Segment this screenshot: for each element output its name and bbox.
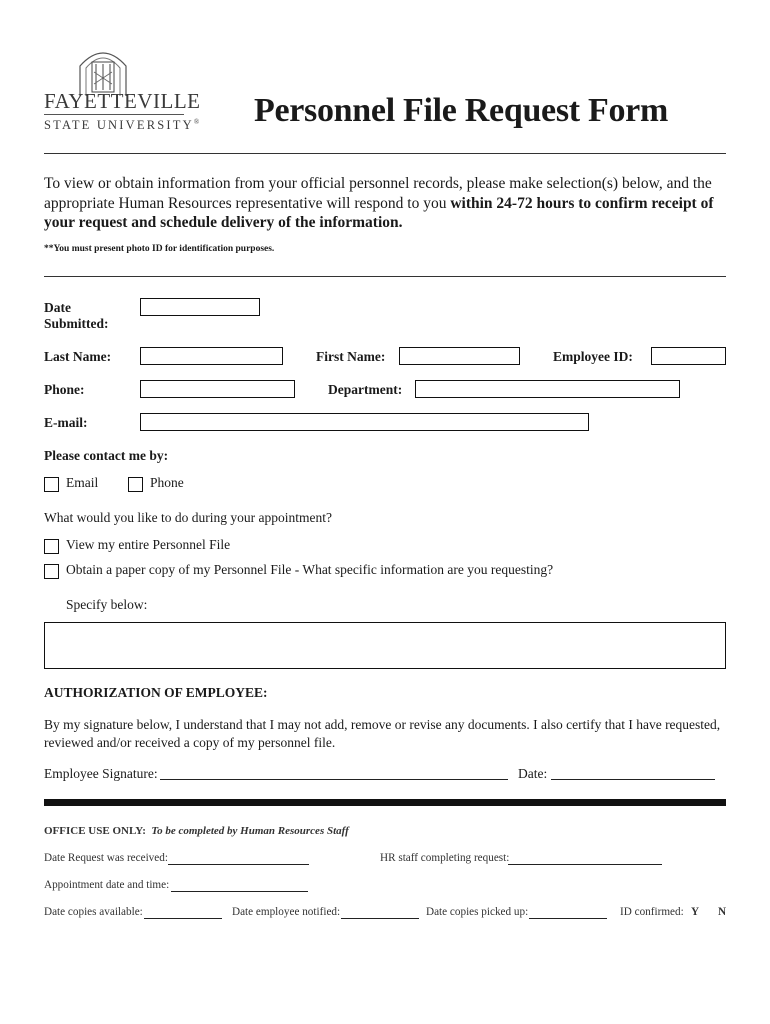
employee-id-field[interactable] bbox=[651, 347, 726, 365]
signature-label: Employee Signature: bbox=[44, 766, 158, 781]
contact-phone-label: Phone bbox=[150, 475, 184, 490]
appointment-datetime-label: Appointment date and time: bbox=[44, 879, 170, 891]
paper-copy-checkbox[interactable] bbox=[44, 564, 59, 579]
email-label: E-mail: bbox=[44, 415, 88, 430]
date-copies-available-label: Date copies available: bbox=[44, 906, 143, 918]
title-divider bbox=[44, 153, 726, 154]
appointment-datetime-line[interactable] bbox=[171, 891, 308, 892]
contact-email-label: Email bbox=[66, 475, 99, 490]
date-request-received-label: Date Request was received: bbox=[44, 852, 168, 864]
id-confirmed-yes[interactable]: Y bbox=[691, 906, 700, 918]
phone-field[interactable] bbox=[140, 380, 295, 398]
first-name-field[interactable] bbox=[399, 347, 520, 365]
date-submitted-label: Date Submitted: bbox=[44, 300, 109, 331]
date-copies-picked-up-label: Date copies picked up: bbox=[426, 906, 529, 918]
paper-copy-label: Obtain a paper copy of my Personnel File - What specific information are you requesting? bbox=[66, 562, 554, 577]
date-employee-notified-label: Date employee notified: bbox=[232, 906, 341, 918]
date-copies-picked-up-line[interactable] bbox=[529, 918, 607, 919]
specify-textarea[interactable] bbox=[44, 622, 726, 669]
id-confirmed-no[interactable]: N bbox=[718, 906, 727, 918]
email-field[interactable] bbox=[140, 413, 589, 431]
date-employee-notified-line[interactable] bbox=[341, 918, 419, 919]
date-request-received-line[interactable] bbox=[168, 864, 309, 865]
logo-subtitle: STATE UNIVERSITY® bbox=[44, 118, 202, 133]
employee-id-label: Employee ID: bbox=[553, 349, 633, 364]
department-label: Department: bbox=[328, 382, 403, 397]
contact-email-checkbox[interactable] bbox=[44, 477, 59, 492]
intro-paragraph: To view or obtain information from your official personnel records, please make selection(s) below, and the appropriate Human Resources representative will respond to you within 24-72 hours to confirm receipt of your request and schedule delivery of the information. bbox=[44, 175, 714, 231]
page-title: Personnel File Request Form bbox=[254, 92, 668, 129]
authorization-text: By my signature below, I understand that I may not add, remove or revise any documents. I also certify that I have requested, reviewed and/or received a copy of my personnel file. bbox=[44, 717, 721, 750]
intro-divider bbox=[44, 276, 726, 277]
hr-staff-label: HR staff completing request: bbox=[380, 852, 510, 864]
last-name-label: Last Name: bbox=[44, 349, 112, 364]
last-name-field[interactable] bbox=[140, 347, 283, 365]
view-file-label: View my entire Personnel File bbox=[66, 537, 231, 552]
signature-date-label: Date: bbox=[518, 766, 548, 781]
contact-heading: Please contact me by: bbox=[44, 448, 169, 463]
appointment-question: What would you like to do during your appointment? bbox=[44, 510, 332, 525]
date-submitted-field[interactable] bbox=[140, 298, 260, 316]
section-divider bbox=[44, 799, 726, 806]
office-use-heading: OFFICE USE ONLY: To be completed by Human Resources Staff bbox=[44, 825, 349, 837]
view-file-checkbox[interactable] bbox=[44, 539, 59, 554]
logo-rule bbox=[44, 114, 184, 115]
signature-date-line[interactable] bbox=[551, 779, 715, 780]
hr-staff-line[interactable] bbox=[508, 864, 662, 865]
phone-label: Phone: bbox=[44, 382, 85, 397]
department-field[interactable] bbox=[415, 380, 680, 398]
date-copies-available-line[interactable] bbox=[144, 918, 222, 919]
first-name-label: First Name: bbox=[316, 349, 386, 364]
signature-line[interactable] bbox=[160, 779, 508, 780]
logo-wordmark: FAYETTEVILLE bbox=[44, 89, 201, 113]
authorization-heading: AUTHORIZATION OF EMPLOYEE: bbox=[44, 685, 268, 700]
photo-id-note: **You must present photo ID for identification purposes. bbox=[44, 244, 275, 254]
contact-phone-checkbox[interactable] bbox=[128, 477, 143, 492]
id-confirmed-label: ID confirmed: bbox=[620, 906, 684, 918]
specify-label: Specify below: bbox=[66, 597, 148, 612]
